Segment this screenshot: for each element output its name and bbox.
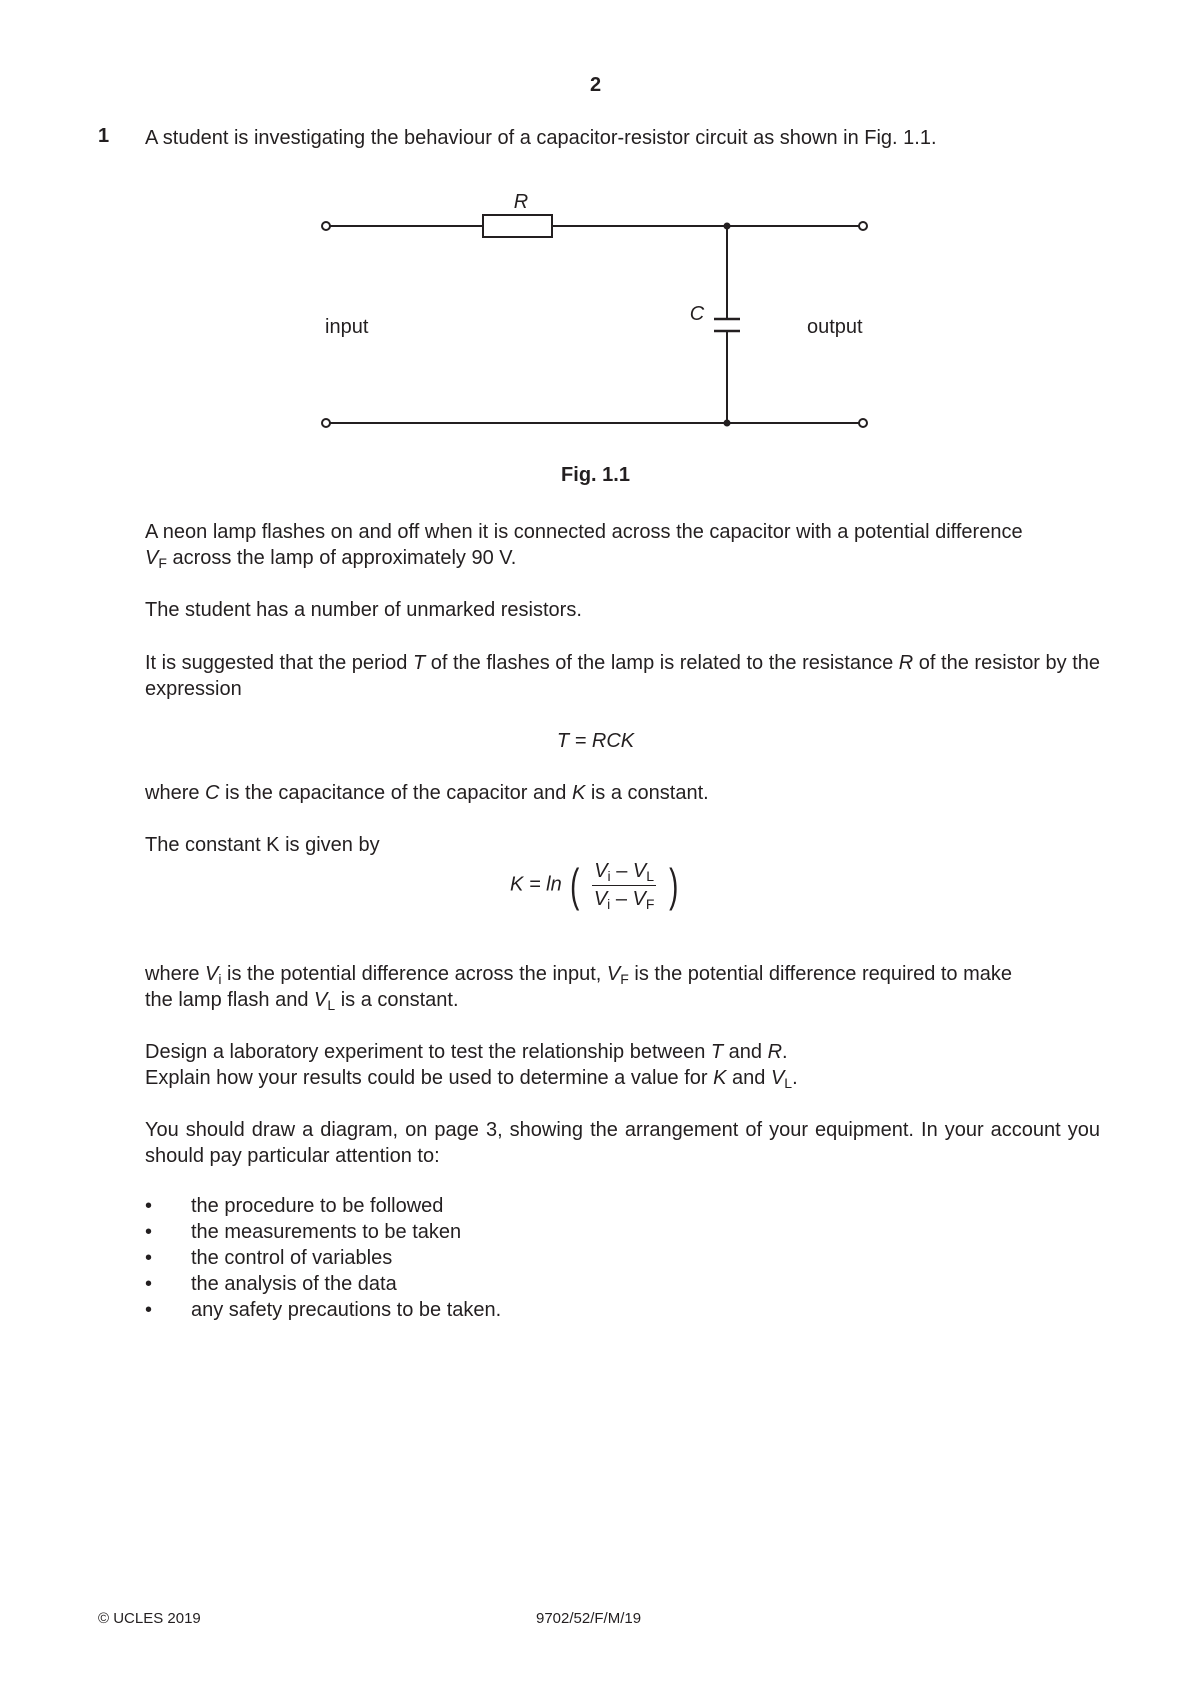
den-minus: –: [610, 887, 633, 910]
where2-text-d: the lamp flash and: [145, 989, 314, 1011]
k-denominator: [594, 886, 655, 911]
num-s1: i: [607, 867, 611, 884]
suggestion-paragraph: [145, 650, 1100, 702]
vf-subscript-2: F: [620, 971, 629, 987]
vi-symbol: V: [205, 963, 219, 985]
num-v2: V: [632, 859, 647, 882]
where1-text-a: where: [145, 782, 206, 804]
num-minus: –: [610, 859, 633, 882]
design-vl-symbol: V: [770, 1067, 785, 1089]
junction-dot-bottom: [724, 420, 731, 427]
neon-line2: across the lamp of approximately 90 V.: [166, 547, 517, 569]
where2-text-b: is the potential difference across the input,: [221, 963, 607, 985]
bullet-icon: •: [145, 1221, 153, 1243]
list-item: [145, 1297, 845, 1323]
k-symbol: K: [571, 782, 586, 804]
footer-paper-code: 9702/52/F/M/19: [536, 1610, 642, 1627]
k-fraction: [592, 860, 656, 911]
where1-text-d: is a constant.: [585, 782, 709, 804]
bullet-icon: •: [145, 1195, 153, 1217]
resistor-label: R: [513, 191, 529, 213]
design-paragraph: [145, 1039, 1100, 1091]
resistor-symbol: [483, 215, 552, 237]
list-item-text: the measurements to be taken: [191, 1221, 462, 1243]
suggest-text-b: of the flashes of the lamp is related to the resistance: [425, 652, 899, 674]
input-label: input: [325, 316, 369, 338]
list-item: [145, 1193, 845, 1219]
design-text-a: Design a laboratory experiment to test the relationship between: [145, 1041, 711, 1063]
footer-copyright: © UCLES 2019: [98, 1610, 201, 1627]
where-c-paragraph: [145, 780, 1100, 806]
bullet-icon: •: [145, 1247, 153, 1269]
where1-text-b: is the capacitance of the capacitor and: [219, 782, 572, 804]
input-terminal-top: [322, 222, 330, 230]
vf-symbol-2: V: [606, 963, 621, 985]
junction-dot-top: [724, 223, 731, 230]
capacitor-label: C: [689, 303, 705, 325]
vl-symbol: V: [314, 989, 328, 1011]
question-number: 1: [98, 125, 110, 147]
den-s1: i: [607, 895, 611, 912]
page-number: 2: [589, 74, 602, 96]
close-paren: ): [668, 859, 678, 911]
design-r-symbol: R: [767, 1041, 783, 1063]
den-v2: V: [632, 887, 646, 910]
vf-subscript: F: [158, 555, 167, 571]
output-label: output: [807, 316, 863, 338]
k-numerator: [592, 860, 656, 886]
design-text-d: Explain how your results could be used to determine a value for: [145, 1067, 714, 1089]
open-paren: (: [570, 859, 580, 911]
attention-list: [145, 1193, 845, 1323]
period-symbol: T: [412, 652, 426, 674]
num-s2: L: [646, 867, 655, 884]
num-v1: V: [594, 859, 608, 882]
where-vi-paragraph: [145, 961, 1100, 1013]
vf-symbol: V: [145, 547, 159, 569]
neon-line1: A neon lamp flashes on and off when it is connected across the capacitor with a potential difference: [145, 521, 1023, 543]
design-text-c: .: [782, 1041, 788, 1063]
where2-text-c: is the potential difference required to make: [628, 963, 1013, 985]
where2-text-a: where: [145, 963, 206, 985]
suggest-text-a: It is suggested that the period: [145, 652, 413, 674]
design-text-e: and: [726, 1067, 771, 1089]
list-item: [145, 1271, 845, 1297]
neon-paragraph: [145, 519, 1100, 571]
list-item: [145, 1219, 845, 1245]
list-item: [145, 1245, 845, 1271]
constant-given-text: The constant K is given by: [145, 834, 380, 856]
resistance-symbol: R: [898, 652, 914, 674]
bullet-icon: •: [145, 1299, 153, 1321]
capacitance-symbol: C: [205, 782, 220, 804]
list-item-text: the control of variables: [191, 1247, 393, 1269]
list-item-text: any safety precautions to be taken.: [191, 1299, 502, 1321]
design-text-b: and: [723, 1041, 768, 1063]
input-terminal-bottom: [322, 419, 330, 427]
design-vl-subscript: L: [784, 1075, 793, 1091]
design-k-symbol: K: [713, 1067, 727, 1089]
suggest-text-c: of the resistor by the expression: [145, 652, 1101, 700]
formula-k: [0, 858, 1191, 912]
list-item-text: the procedure to be followed: [191, 1195, 444, 1217]
diagram-instructions: You should draw a diagram, on page 3, showing the arrangement of your equipment. In your account you should pay particular attention to:: [145, 1119, 1100, 1167]
circuit-diagram: [300, 178, 900, 443]
den-s2: F: [645, 895, 655, 912]
design-t-symbol: T: [710, 1041, 724, 1063]
formula-t-rck: T = RCK: [556, 730, 635, 752]
k-lhs: K = ln: [510, 873, 562, 896]
output-terminal-bottom: [859, 419, 867, 427]
vi-subscript: i: [218, 971, 222, 987]
figure-caption: Fig. 1.1: [561, 464, 630, 486]
where2-text-e: is a constant.: [335, 989, 459, 1011]
output-terminal-top: [859, 222, 867, 230]
vl-subscript: L: [327, 997, 336, 1013]
bullet-icon: •: [145, 1273, 153, 1295]
den-v1: V: [593, 887, 608, 910]
design-text-f: .: [792, 1067, 798, 1089]
question-intro: A student is investigating the behaviour of a capacitor-resistor circuit as shown in Fig. 1.1.: [145, 127, 937, 149]
unmarked-resistors-text: The student has a number of unmarked resistors.: [145, 599, 582, 621]
list-item-text: the analysis of the data: [191, 1273, 397, 1295]
